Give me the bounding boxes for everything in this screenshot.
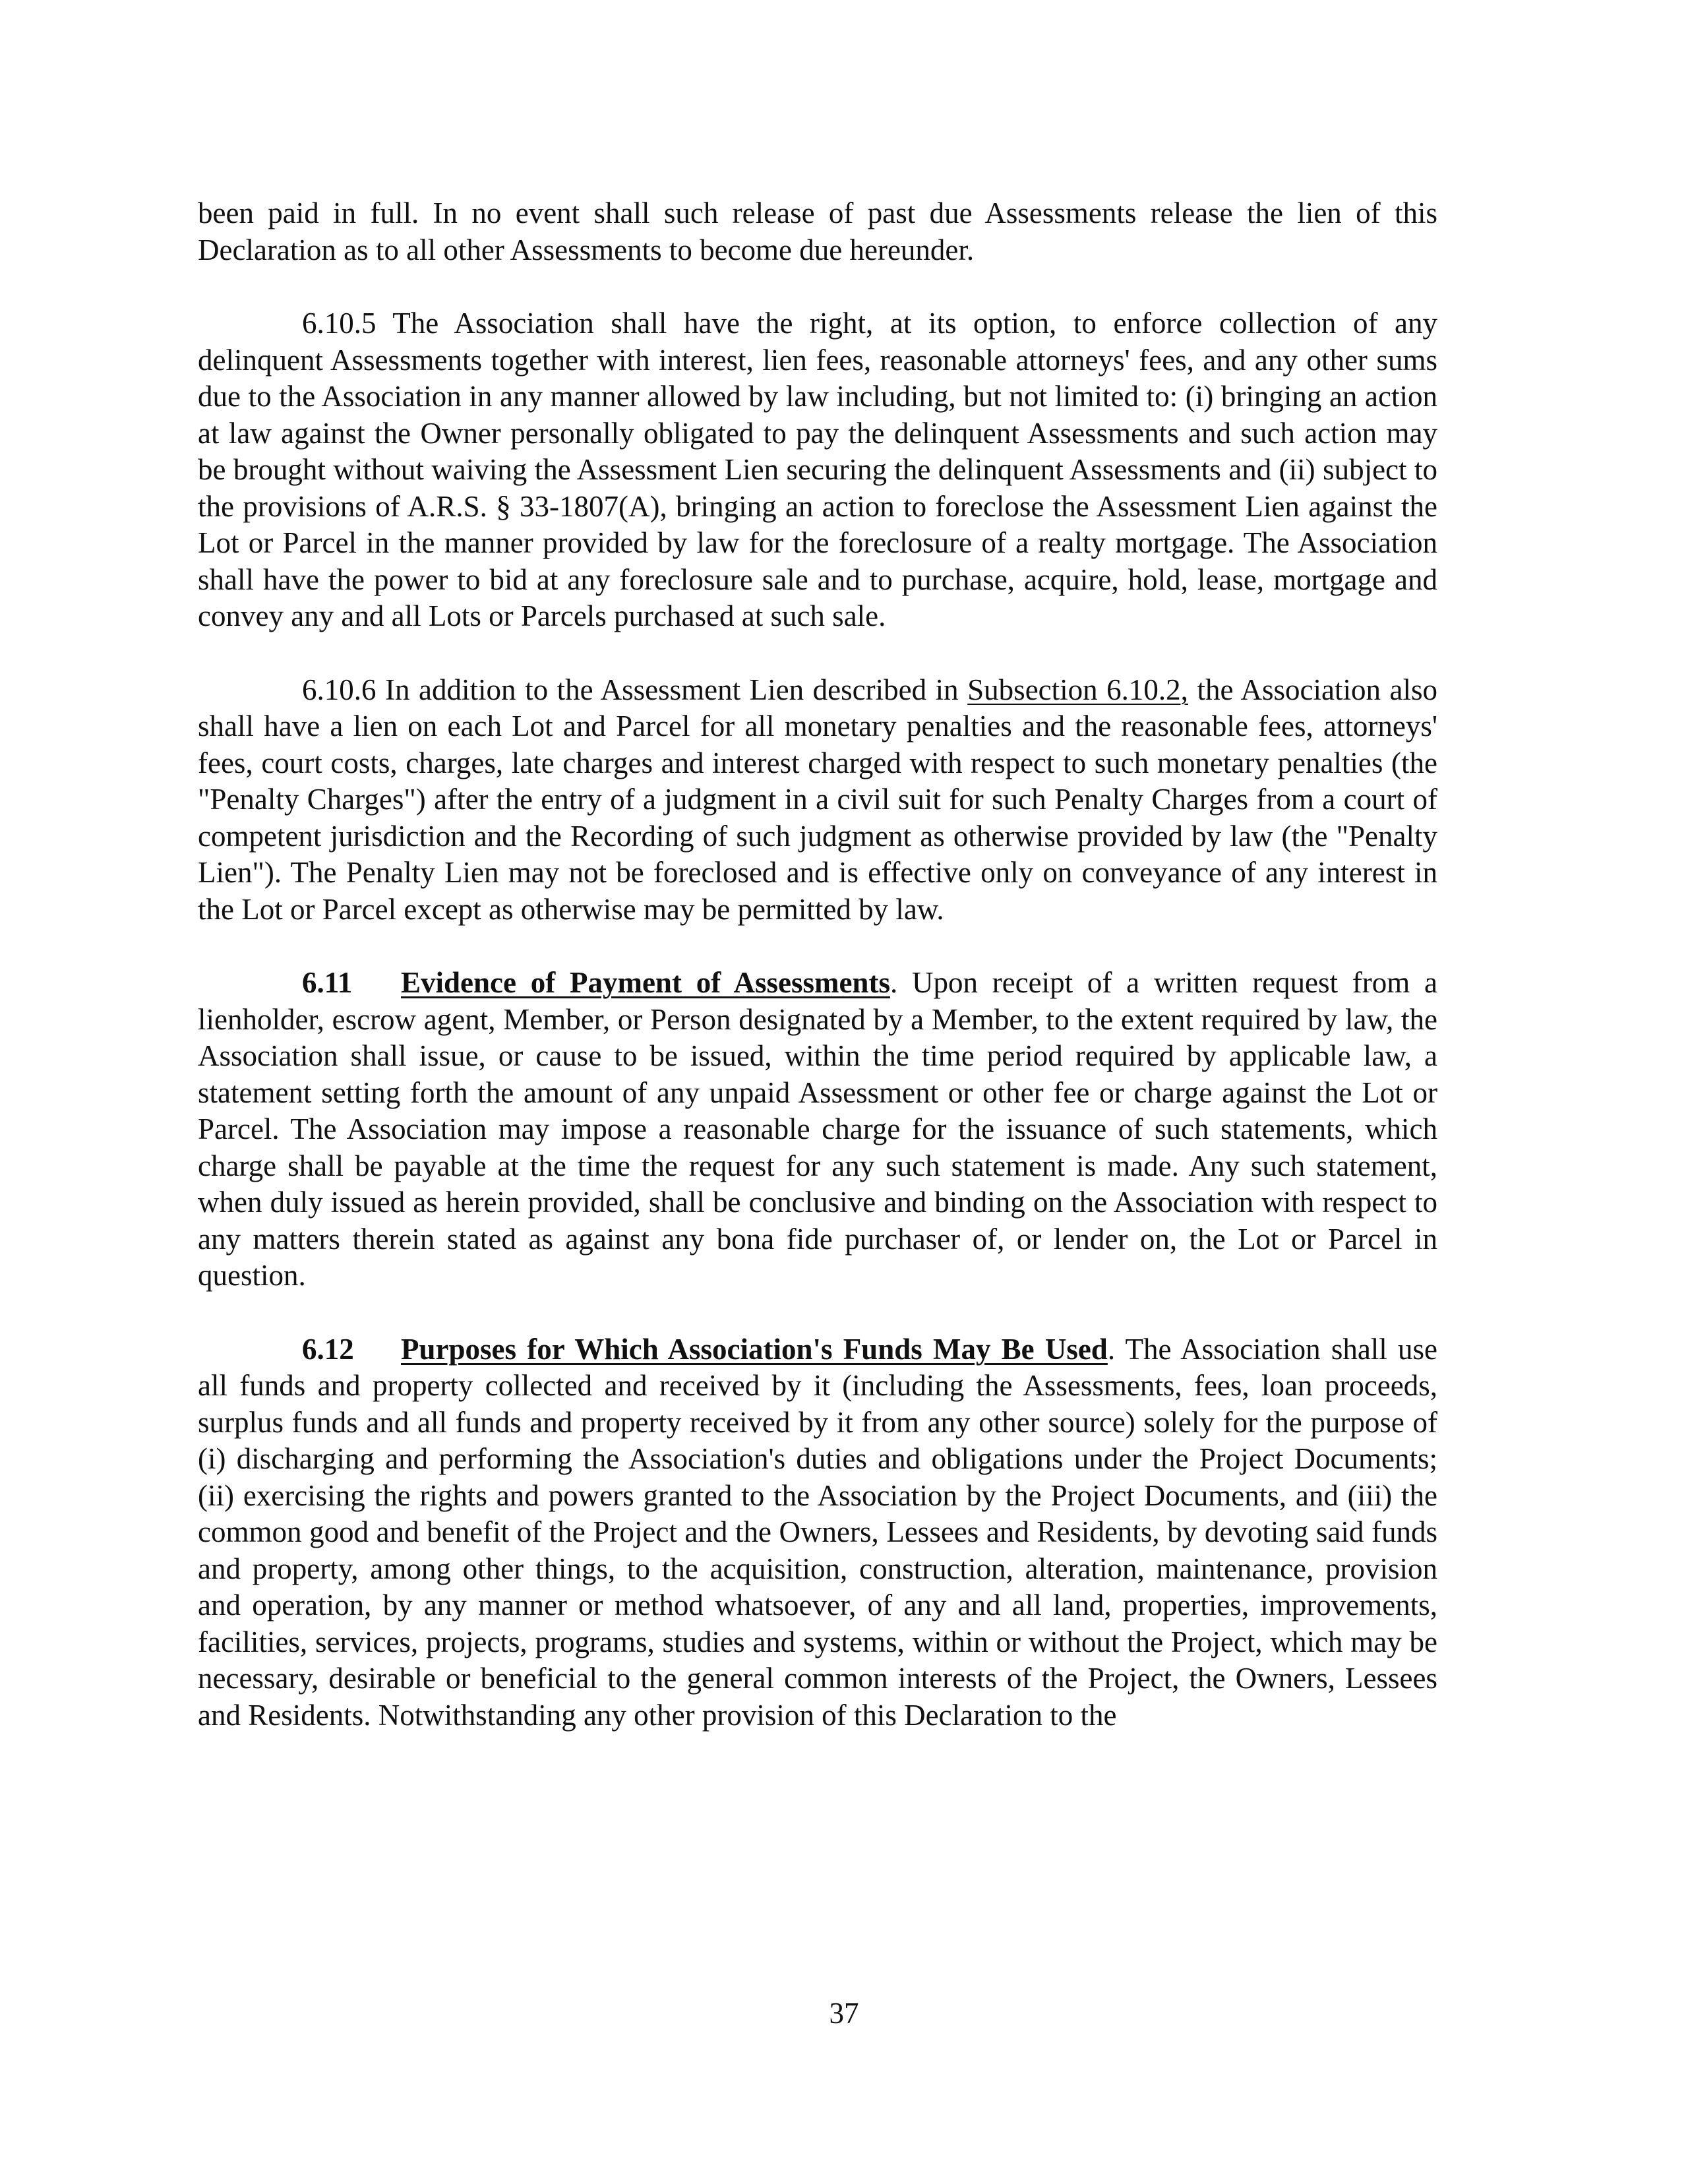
section-title: Evidence of Payment of Assessments bbox=[401, 966, 890, 999]
section-6-11 bbox=[198, 965, 1437, 1294]
section-body: . The Association shall use all funds and property collected and received by it (including the Assessments, fees, loan proceeds, surplus funds and all funds and property received by it from any other source) solely for the purpose of (i) discharging and performing the Association's duties and obligations under the Project Documents; (ii) exercising the rights and powers granted to the Association by the Project Documents, and (iii) the common good and benefit of the Project and the Owners, Lessees and Residents, by devoting said funds and property, among other things, to the acquisition, construction, alteration, maintenance, provision and operation, by any manner or method whatsoever, of any and all land, properties, improvements, facilities, services, projects, programs, studies and systems, within or without the Project, which may be necessary, desirable or beneficial to the general common interests of the Project, the Owners, Lessees and Residents. Notwithstanding any other provision of this Declaration to the bbox=[198, 1332, 1437, 1732]
paragraph-6-10-5: 6.10.5 The Association shall have the right, at its option, to enforce collection of any delinquent Assessments together with interest, lien fees, reasonable attorneys' fees, and any other sums due to the Association in any manner allowed by law including, but not limited to: (i) bringing an action at law against the Owner personally obligated to pay the delinquent Assessments and such action may be brought without waiving the Assessment Lien securing the delinquent Assessments and (ii) subject to the provisions of A.R.S. § 33-1807(A), bringing an action to foreclose the Assessment Lien against the Lot or Parcel in the manner provided by law for the foreclosure of a realty mortgage. The Association shall have the power to bid at any foreclosure sale and to purchase, acquire, hold, lease, mortgage and convey any and all Lots or Parcels purchased at such sale. bbox=[198, 307, 1437, 632]
paragraph-6-10-6-body: the Association also shall have a lien on each Lot and Parcel for all monetary penalties and the reasonable fees, attorneys' fees, court costs, charges, late charges and interest charged with respect to such monetary penalties (the "Penalty Charges") after the entry of a judgment in a civil suit for such Penalty Charges from a court of competent jurisdiction and the Recording of such judgment as otherwise provided by law (the "Penalty Lien"). The Penalty Lien may not be foreclosed and is effective only on conveyance of any interest in the Lot or Parcel except as otherwise may be permitted by law. bbox=[198, 673, 1437, 926]
section-body: . Upon receipt of a written request from a lienholder, escrow agent, Member, or Person designated by a Member, to the extent required by law, the Association shall issue, or cause to be issued, within the time period required by applicable law, a statement setting forth the amount of any unpaid Assessment or other fee or charge against the Lot or Parcel. The Association may impose a reasonable charge for the issuance of such statements, which charge shall be payable at the time the request for any such statement is made. Any such statement, when duly issued as herein provided, shall be conclusive and binding on the Association with respect to any matters therein stated as against any bona fide purchaser of, or lender on, the Lot or Parcel in question. bbox=[198, 966, 1437, 1292]
subsection-reference: Subsection 6.10.2, bbox=[967, 673, 1188, 706]
paragraph-6-10-6 bbox=[198, 672, 1437, 928]
document-page bbox=[198, 195, 1437, 1734]
section-6-12 bbox=[198, 1331, 1437, 1734]
paragraph-continuation: been paid in full. In no event shall such release of past due Assessments release the lien of this Declaration as to all other Assessments to become due hereunder. bbox=[198, 197, 1437, 266]
page-number: 37 bbox=[829, 1997, 859, 2030]
paragraph-6-10-6-intro: 6.10.6 In addition to the Assessment Lien described in bbox=[302, 673, 968, 706]
section-title: Purposes for Which Association's Funds May Be Used bbox=[401, 1332, 1108, 1366]
section-number: 6.12 bbox=[302, 1332, 354, 1366]
section-number: 6.11 bbox=[302, 966, 353, 999]
